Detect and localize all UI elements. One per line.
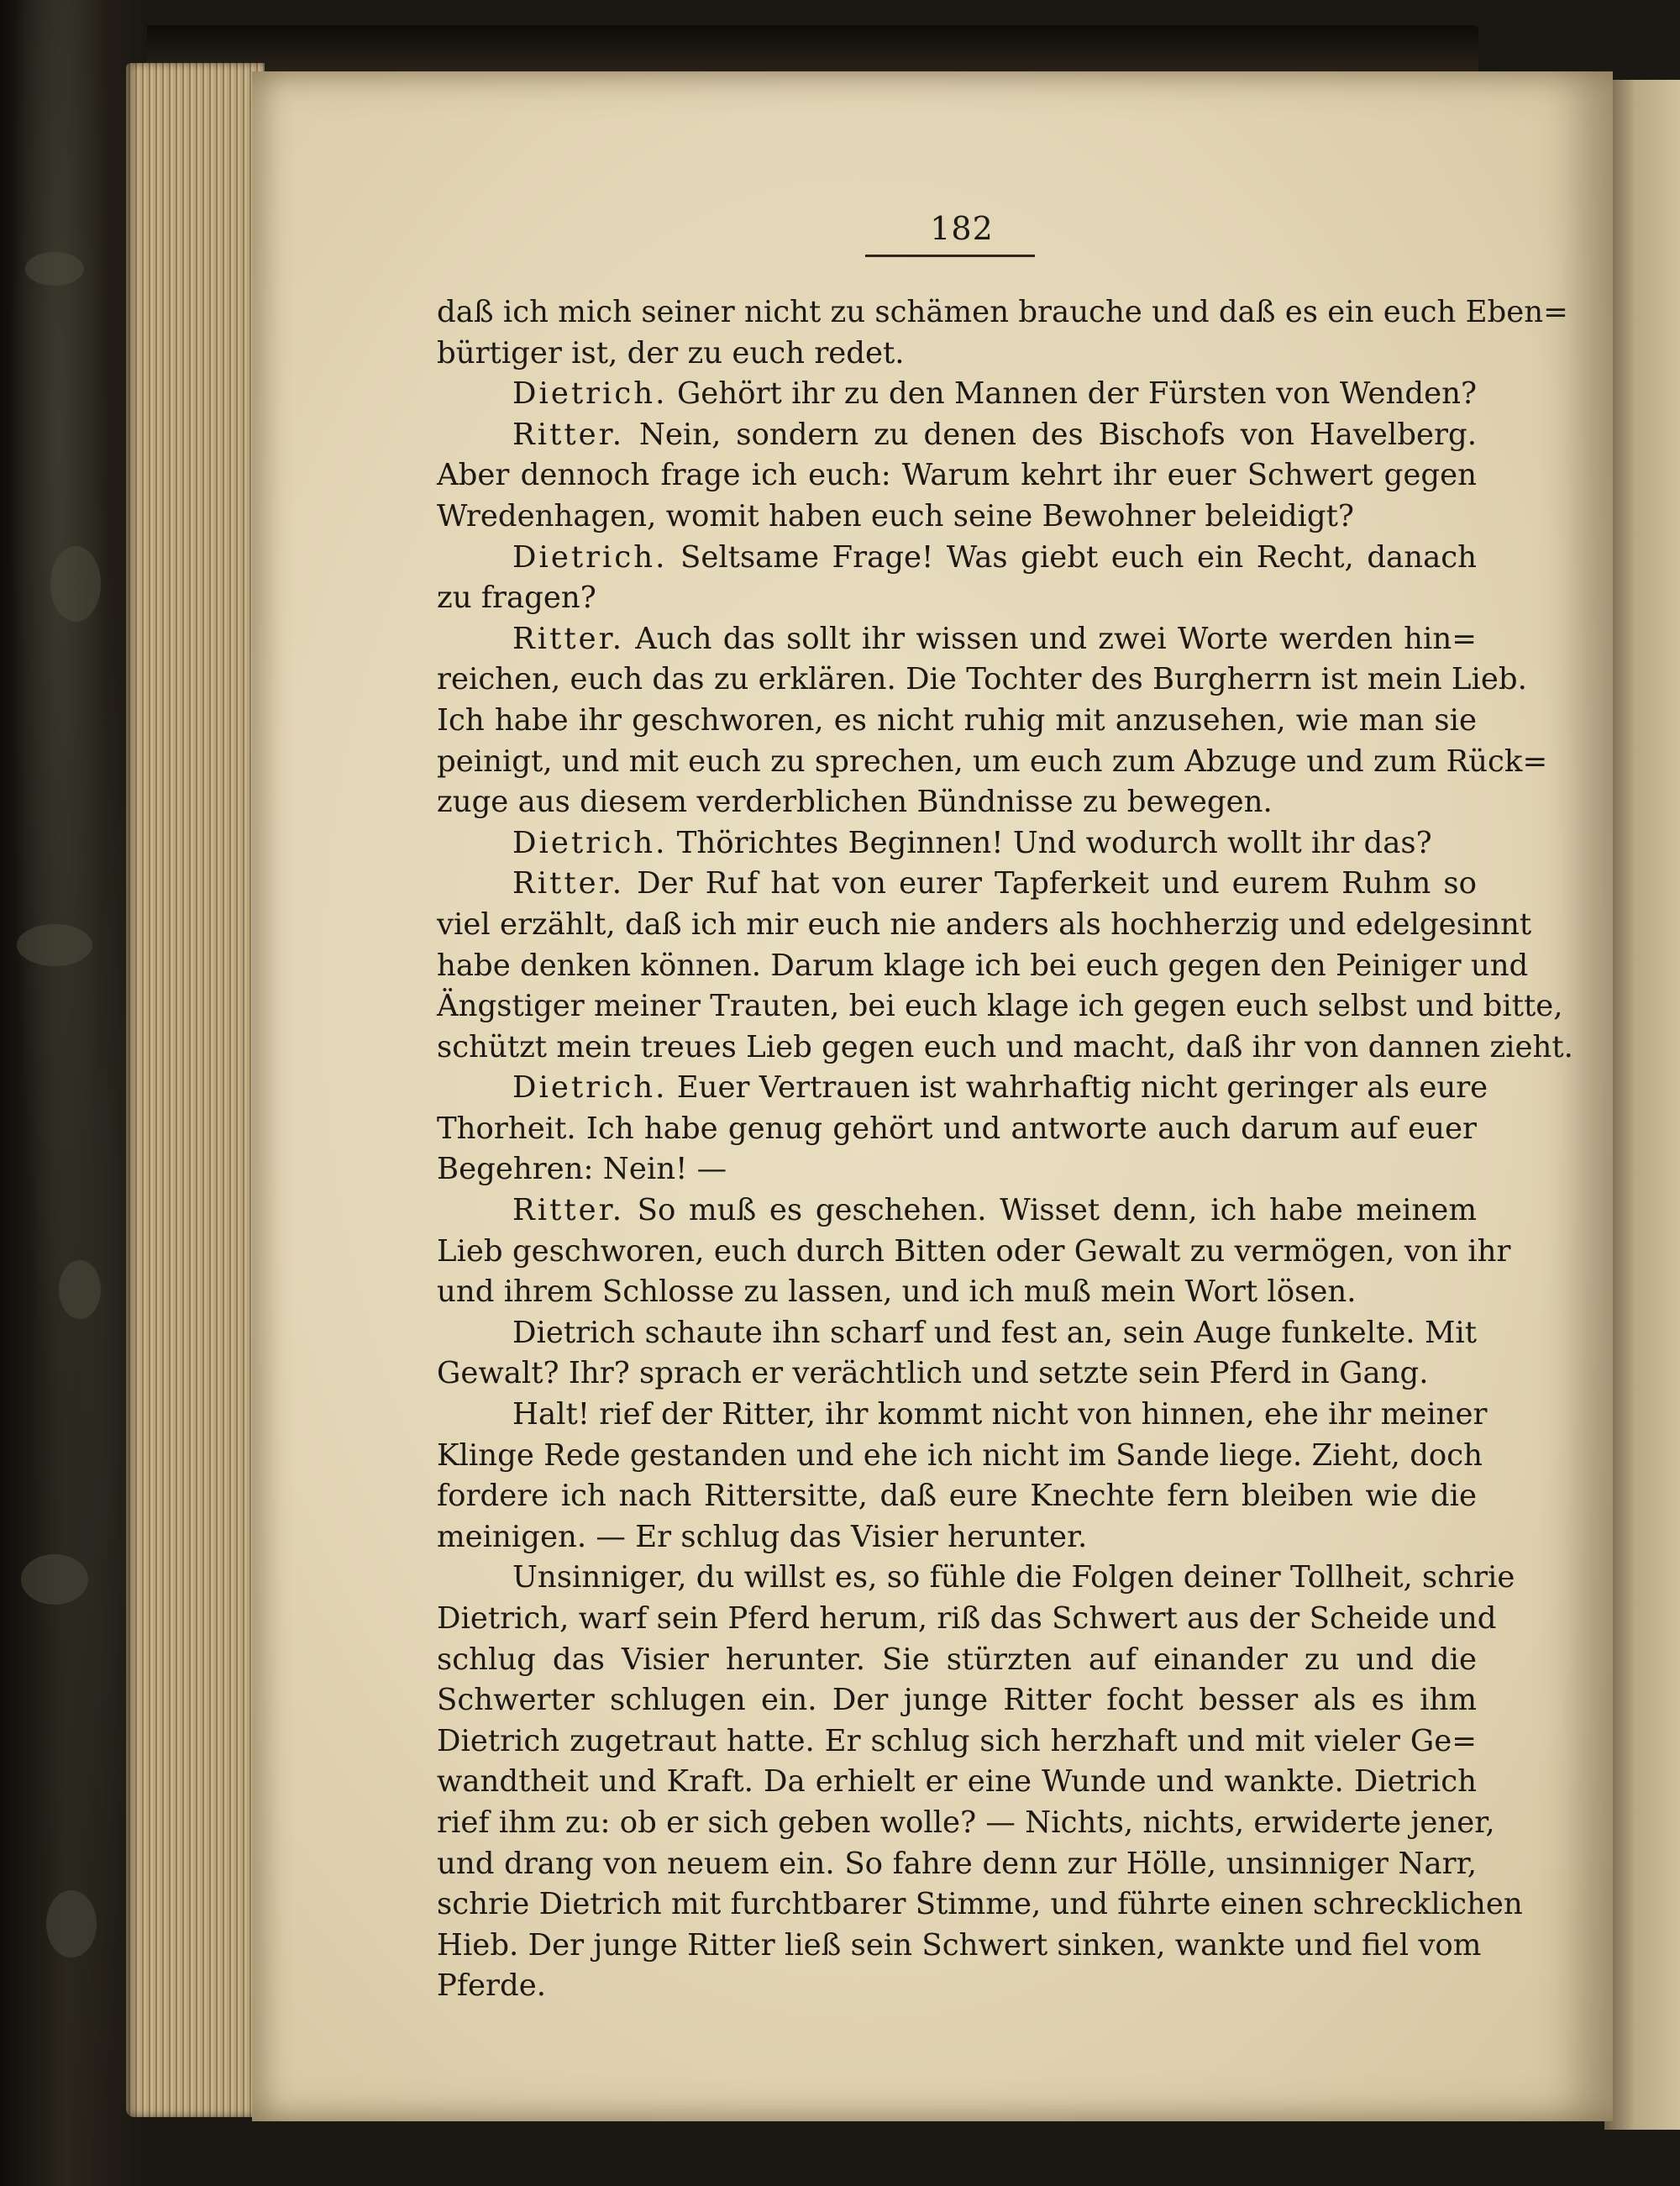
text-line xyxy=(437,659,1527,701)
speaker-name: Dietrich. xyxy=(512,539,668,575)
line-text: Auch das sollt ihr wissen und zwei Worte werden hin= xyxy=(635,621,1477,656)
line-text: Gehört ihr zu den Mannen der Fürsten von Wenden? xyxy=(676,376,1477,412)
line-text: So muß es geschehen. Wisset denn, ich habe meinem xyxy=(637,1193,1477,1228)
line-text: Der Ruf hat von eurer Tapferkeit und eurem Ruhm so xyxy=(637,866,1477,901)
marbling-spot xyxy=(25,252,84,286)
text-line xyxy=(437,1884,1523,1926)
text-line xyxy=(437,823,1477,864)
speaker-name: Dietrich. xyxy=(512,376,668,412)
line-text: schlug das Visier herunter. Sie stürzten auf einander zu und die xyxy=(437,1642,1477,1677)
line-text: Schwerter schlugen ein. Der junge Ritter focht besser als es ihm xyxy=(437,1683,1477,1718)
line-text: und drang von neuem ein. So fahre denn zur Hölle, unsinniger Narr, xyxy=(437,1846,1477,1881)
line-text: Ängstiger meiner Trauten, bei euch klage ich gegen euch selbst und bitte, xyxy=(437,989,1563,1024)
line-text: fordere ich nach Rittersitte, daß eure Knechte fern bleiben wie die xyxy=(437,1479,1477,1514)
text-line xyxy=(437,1803,1495,1844)
text-line xyxy=(437,1558,1515,1599)
speaker-name: Ritter. xyxy=(512,621,624,656)
line-text: Klinge Rede gestanden und ehe ich nicht im Sande liege. Zieht, doch xyxy=(437,1437,1483,1473)
line-text: Lieb geschworen, euch durch Bitten oder Gewalt zu vermögen, von ihr xyxy=(437,1233,1511,1269)
line-text: Halt! rief der Ritter, ihr kommt nicht von hinnen, ehe ihr meiner xyxy=(512,1397,1488,1432)
line-text: Gewalt? Ihr? sprach er verächtlich und setzte sein Pferd in Gang. xyxy=(437,1356,1429,1391)
text-line xyxy=(437,374,1477,415)
speaker-name: Ritter. xyxy=(512,417,624,452)
text-line xyxy=(437,415,1477,456)
page-block-edges xyxy=(126,63,265,2117)
marbling-spot xyxy=(21,1554,88,1605)
marbling-spot xyxy=(59,1260,101,1319)
text-line xyxy=(437,905,1532,946)
line-text: schrie Dietrich mit furchtbarer Stimme, und führte einen schrecklichen xyxy=(437,1887,1523,1922)
line-text: viel erzählt, daß ich mir euch nie anders als hochherzig und edelgesinnt xyxy=(437,906,1532,942)
line-text: Dietrich, warf sein Pferd herum, riß das Schwert aus der Scheide und xyxy=(437,1601,1497,1636)
line-text: und ihrem Schlosse zu lassen, und ich muß mein Wort lösen. xyxy=(437,1274,1357,1310)
line-text: schützt mein treues Lieb gegen euch und macht, daß ihr von dannen zieht. xyxy=(437,1029,1573,1064)
text-line xyxy=(437,1680,1477,1721)
line-text: rief ihm zu: ob er sich geben wolle? — Nichts, nichts, erwiderte jener, xyxy=(437,1805,1495,1840)
text-line xyxy=(437,1313,1477,1354)
marbling-spot xyxy=(46,1890,97,1957)
line-text: Nein, sondern zu denen des Bischofs von Havelberg. xyxy=(638,417,1477,452)
text-line xyxy=(437,1926,1482,1967)
text-line xyxy=(437,578,1477,619)
text-line xyxy=(437,334,1477,375)
text-line xyxy=(437,1517,1477,1558)
text-line xyxy=(437,1272,1477,1313)
line-text: reichen, euch das zu erklären. Die Tochter des Burgherrn ist mein Lieb. xyxy=(437,662,1527,697)
line-text: Euer Vertrauen ist wahrhaftig nicht geringer als eure xyxy=(676,1070,1488,1106)
text-line xyxy=(437,1844,1477,1885)
line-text: Wredenhagen, womit haben euch seine Bewohner beleidigt? xyxy=(437,498,1354,533)
speaker-name: Ritter. xyxy=(512,1193,624,1228)
text-line xyxy=(437,742,1548,783)
text-line xyxy=(437,1721,1477,1763)
speaker-name: Dietrich. xyxy=(512,825,668,860)
line-text: Aber dennoch frage ich euch: Warum kehrt ihr euer Schwert gegen xyxy=(437,458,1477,493)
speaker-name: Dietrich. xyxy=(512,1070,668,1106)
text-line xyxy=(437,538,1477,579)
line-text: zuge aus diesem verderblichen Bündnisse zu bewegen. xyxy=(437,785,1273,820)
header-rule xyxy=(865,255,1035,257)
text-line xyxy=(437,1436,1483,1477)
line-text: meinigen. — Er schlug das Visier herunter. xyxy=(437,1519,1088,1554)
text-line xyxy=(437,1353,1477,1395)
book-cover-top-edge xyxy=(50,25,1478,76)
line-text: Seltsame Frage! Was giebt euch ein Recht, danach xyxy=(680,539,1477,575)
body-text xyxy=(437,292,1573,2007)
text-line xyxy=(437,946,1529,987)
line-text: Thorheit. Ich habe genug gehört und antworte auch darum auf euer xyxy=(437,1111,1477,1146)
text-line xyxy=(437,1149,1477,1190)
line-text: habe denken können. Darum klage ich bei euch gegen den Peiniger und xyxy=(437,948,1529,983)
line-text: daß ich mich seiner nicht zu schämen brauche und daß es ein euch Eben= xyxy=(437,295,1568,329)
line-text: Unsinniger, du willst es, so fühle die Folgen deiner Tollheit, schrie xyxy=(512,1560,1515,1595)
text-line xyxy=(437,864,1477,905)
line-text: Pferde. xyxy=(437,1968,547,2004)
line-text: bürtiger ist, der zu euch redet. xyxy=(437,335,905,370)
text-line xyxy=(437,455,1477,497)
facing-page-edge xyxy=(1604,80,1680,2130)
book-cover-marbled xyxy=(0,0,147,2186)
text-line xyxy=(437,986,1563,1027)
text-line xyxy=(437,1966,1477,2007)
marbling-spot xyxy=(50,546,101,622)
text-line xyxy=(437,782,1477,823)
text-line xyxy=(437,1109,1477,1150)
text-line xyxy=(437,497,1477,538)
marbling-spot xyxy=(17,924,92,966)
line-text: Begehren: Nein! — xyxy=(437,1152,727,1187)
text-line xyxy=(437,1068,1488,1109)
text-line xyxy=(437,701,1477,742)
text-line xyxy=(437,1232,1511,1273)
line-text: Hieb. Der junge Ritter ließ sein Schwert sinken, wankte und fiel vom xyxy=(437,1927,1482,1963)
line-text: Dietrich schaute ihn scharf und fest an, sein Auge funkelte. Mit xyxy=(512,1315,1477,1350)
line-text: peinigt, und mit euch zu sprechen, um euch zum Abzuge und zum Rück= xyxy=(437,744,1548,779)
text-line xyxy=(437,1476,1477,1517)
line-text: Thörichtes Beginnen! Und wodurch wollt ihr das? xyxy=(676,825,1432,860)
text-line xyxy=(437,1640,1477,1681)
text-line xyxy=(437,619,1477,660)
text-line xyxy=(437,292,1568,334)
text-line xyxy=(437,1599,1497,1640)
text-line xyxy=(437,1027,1573,1069)
speaker-name: Ritter. xyxy=(512,866,624,901)
text-line xyxy=(437,1190,1477,1232)
line-text: Dietrich zugetraut hatte. Er schlug sich herzhaft und mit vieler Ge= xyxy=(437,1723,1477,1758)
line-text: Ich habe ihr geschworen, es nicht ruhig mit anzusehen, wie man sie xyxy=(437,702,1477,738)
text-line xyxy=(437,1762,1477,1803)
text-line xyxy=(437,1395,1488,1436)
page-number: 182 xyxy=(930,210,994,247)
line-text: wandtheit und Kraft. Da erhielt er eine Wunde und wankte. Dietrich xyxy=(437,1764,1477,1800)
line-text: zu fragen? xyxy=(437,581,596,616)
